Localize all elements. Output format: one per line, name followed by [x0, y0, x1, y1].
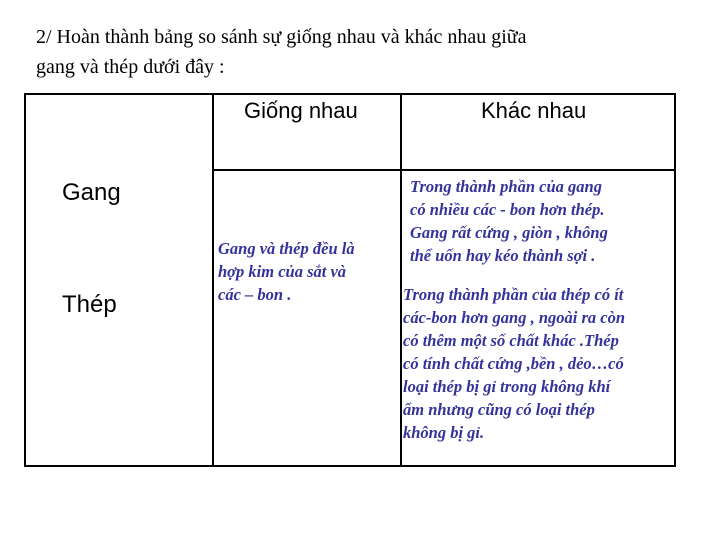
thep-difference-line: Trong thành phần của thép có ít: [403, 285, 624, 304]
row-label-gang: Gang: [62, 179, 121, 206]
heading-line-1: 2/ Hoàn thành bảng so sánh sự giống nhau và khác nhau giữa: [36, 26, 527, 48]
gang-difference-line: Gang rất cứng , giòn , không: [410, 223, 608, 242]
gang-difference-line: Trong thành phần của gang: [410, 177, 602, 196]
heading-line-2: gang và thép dưới đây :: [36, 56, 225, 78]
gang-difference-text: [410, 175, 608, 267]
table-divider-col-1: [212, 95, 214, 465]
similarity-line: Gang và thép đều là: [218, 239, 355, 258]
gang-difference-line: thể uốn hay kéo thành sợi .: [410, 246, 596, 265]
table-divider-header-row: [212, 169, 674, 171]
column-header-differences: Khác nhau: [481, 98, 587, 123]
comparison-table: [24, 93, 676, 467]
thep-difference-line: có tính chất cứng ,bền , dẻo…có: [403, 354, 624, 373]
column-header-similarities: Giống nhau: [244, 98, 358, 123]
similarity-line: hợp kim của sắt và: [218, 262, 347, 281]
thep-difference-line: có thêm một số chất khác .Thép: [403, 331, 619, 350]
thep-difference-line: không bị gỉ.: [403, 423, 485, 442]
thep-difference-line: ẩm nhưng cũng có loại thép: [403, 400, 595, 419]
thep-difference-text: [403, 283, 625, 444]
gang-difference-line: có nhiều các - bon hơn thép.: [410, 200, 605, 219]
table-divider-col-2: [400, 95, 402, 465]
similarity-text: [218, 237, 355, 306]
exercise-heading: [36, 22, 676, 82]
similarity-line: các – bon .: [218, 285, 292, 304]
row-label-thep: Thép: [62, 291, 117, 318]
thep-difference-line: các-bon hơn gang , ngoài ra còn: [403, 308, 626, 327]
thep-difference-line: loại thép bị gỉ trong không khí: [403, 377, 611, 396]
